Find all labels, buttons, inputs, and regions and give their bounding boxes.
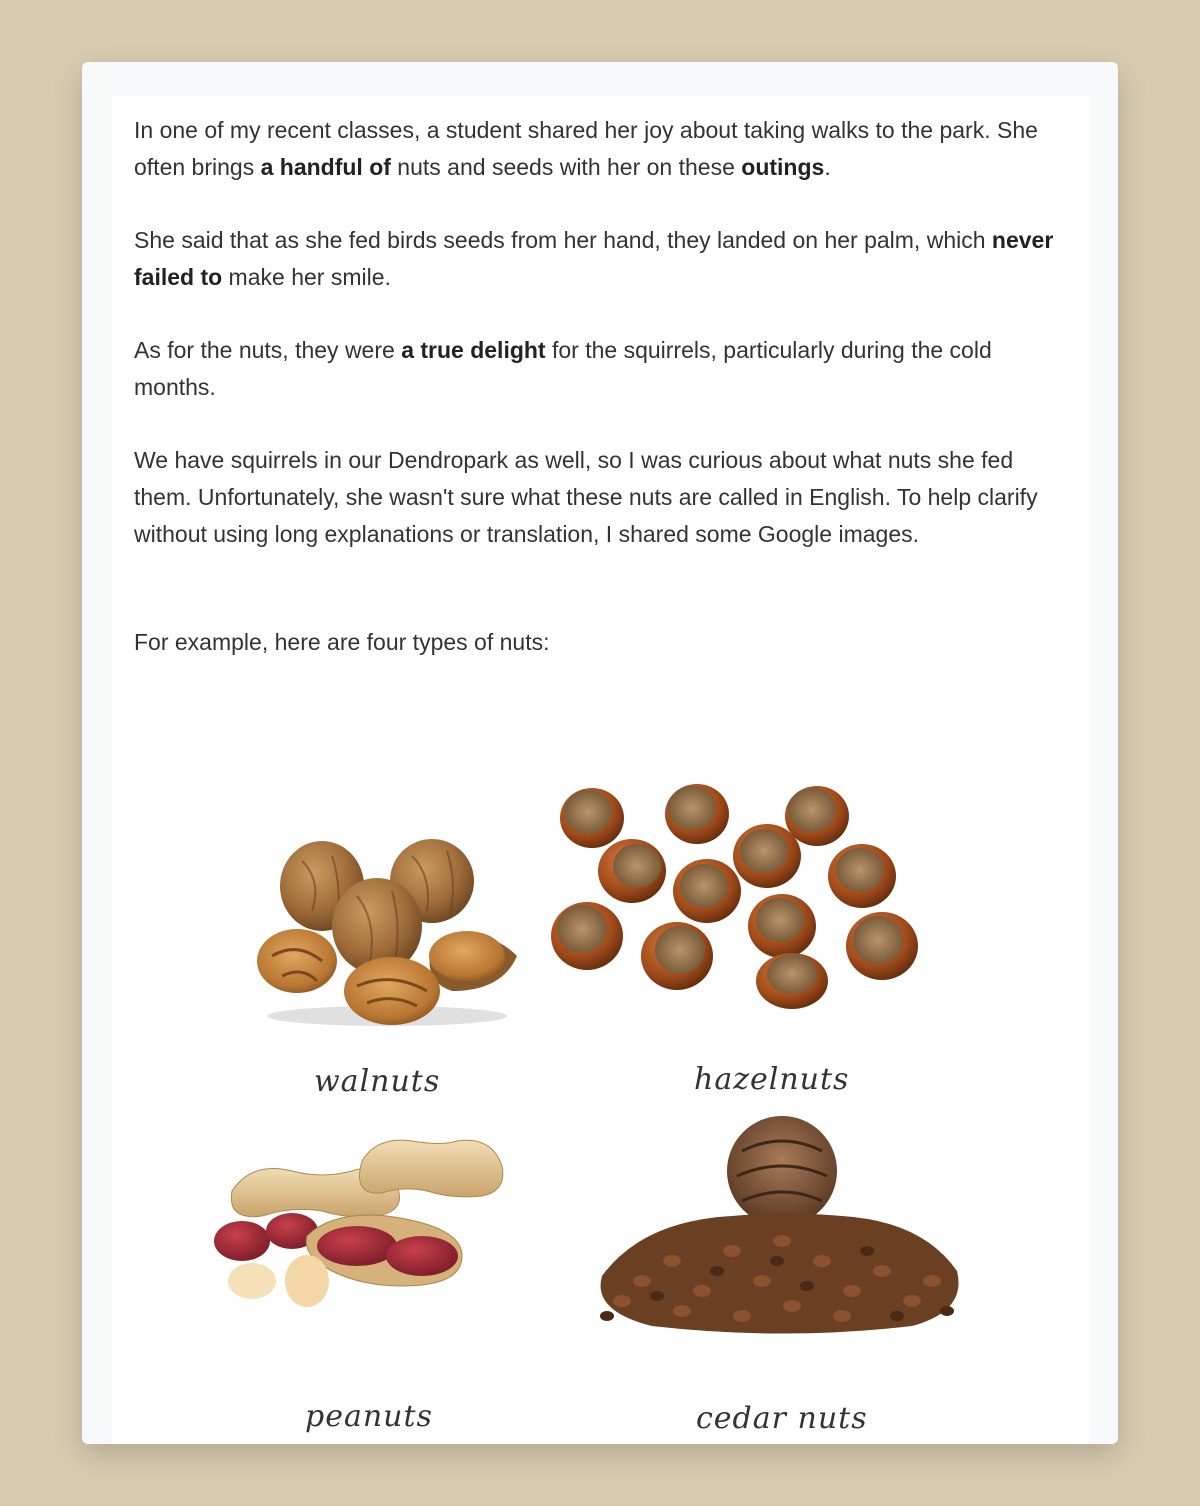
paragraph-4-text-1: We have squirrels in our Dendropark as well, so I was curious about what nuts she fed them. Unfortunately, she wasn't sure what these nuts are called in English. To help clarify without using long explanations or translation, I shared some Google images. [134,447,1038,547]
bold-phrase-true-delight: a true delight [401,337,546,363]
peanuts-image [212,1131,512,1316]
bold-phrase-never-failed: never failed to [134,227,1054,290]
article-content [112,96,1089,1444]
paragraph-1-text-2: nuts and seeds with her on these [390,154,742,180]
cedar-nuts-image [582,1111,972,1341]
article-card [82,62,1118,1444]
paragraph-3 [134,332,1074,406]
bold-phrase-outings: outings [741,154,825,180]
bold-phrase-handful: a handful of [260,154,391,180]
walnuts-image [252,831,522,1031]
paragraph-1-text-1: In one of my recent classes, a student shared her joy about taking walks to the park. She often brings [134,117,1038,180]
hazelnuts-image [542,776,927,1011]
cedar-nuts-caption: cedar nuts [696,1401,868,1436]
paragraph-5-text-1: For example, here are four types of nuts: [134,629,550,655]
paragraph-3-text-1: As for the nuts, they were [134,337,402,363]
peanuts-caption: peanuts [305,1399,433,1434]
paragraph-1 [134,112,1074,186]
walnuts-caption: walnuts [314,1064,441,1099]
paragraph-3-text-2: for the squirrels, particularly during the cold months. [134,337,992,400]
paragraph-2-text-1: She said that as she fed birds seeds from her hand, they landed on her palm, which [134,227,992,253]
paragraph-2-text-2: make her smile. [222,264,391,290]
hazelnuts-caption: hazelnuts [694,1062,850,1097]
paragraph-4 [134,442,1074,553]
paragraph-5 [134,624,1074,661]
paragraph-1-text-3: . [824,154,831,180]
paragraph-2 [134,222,1074,296]
